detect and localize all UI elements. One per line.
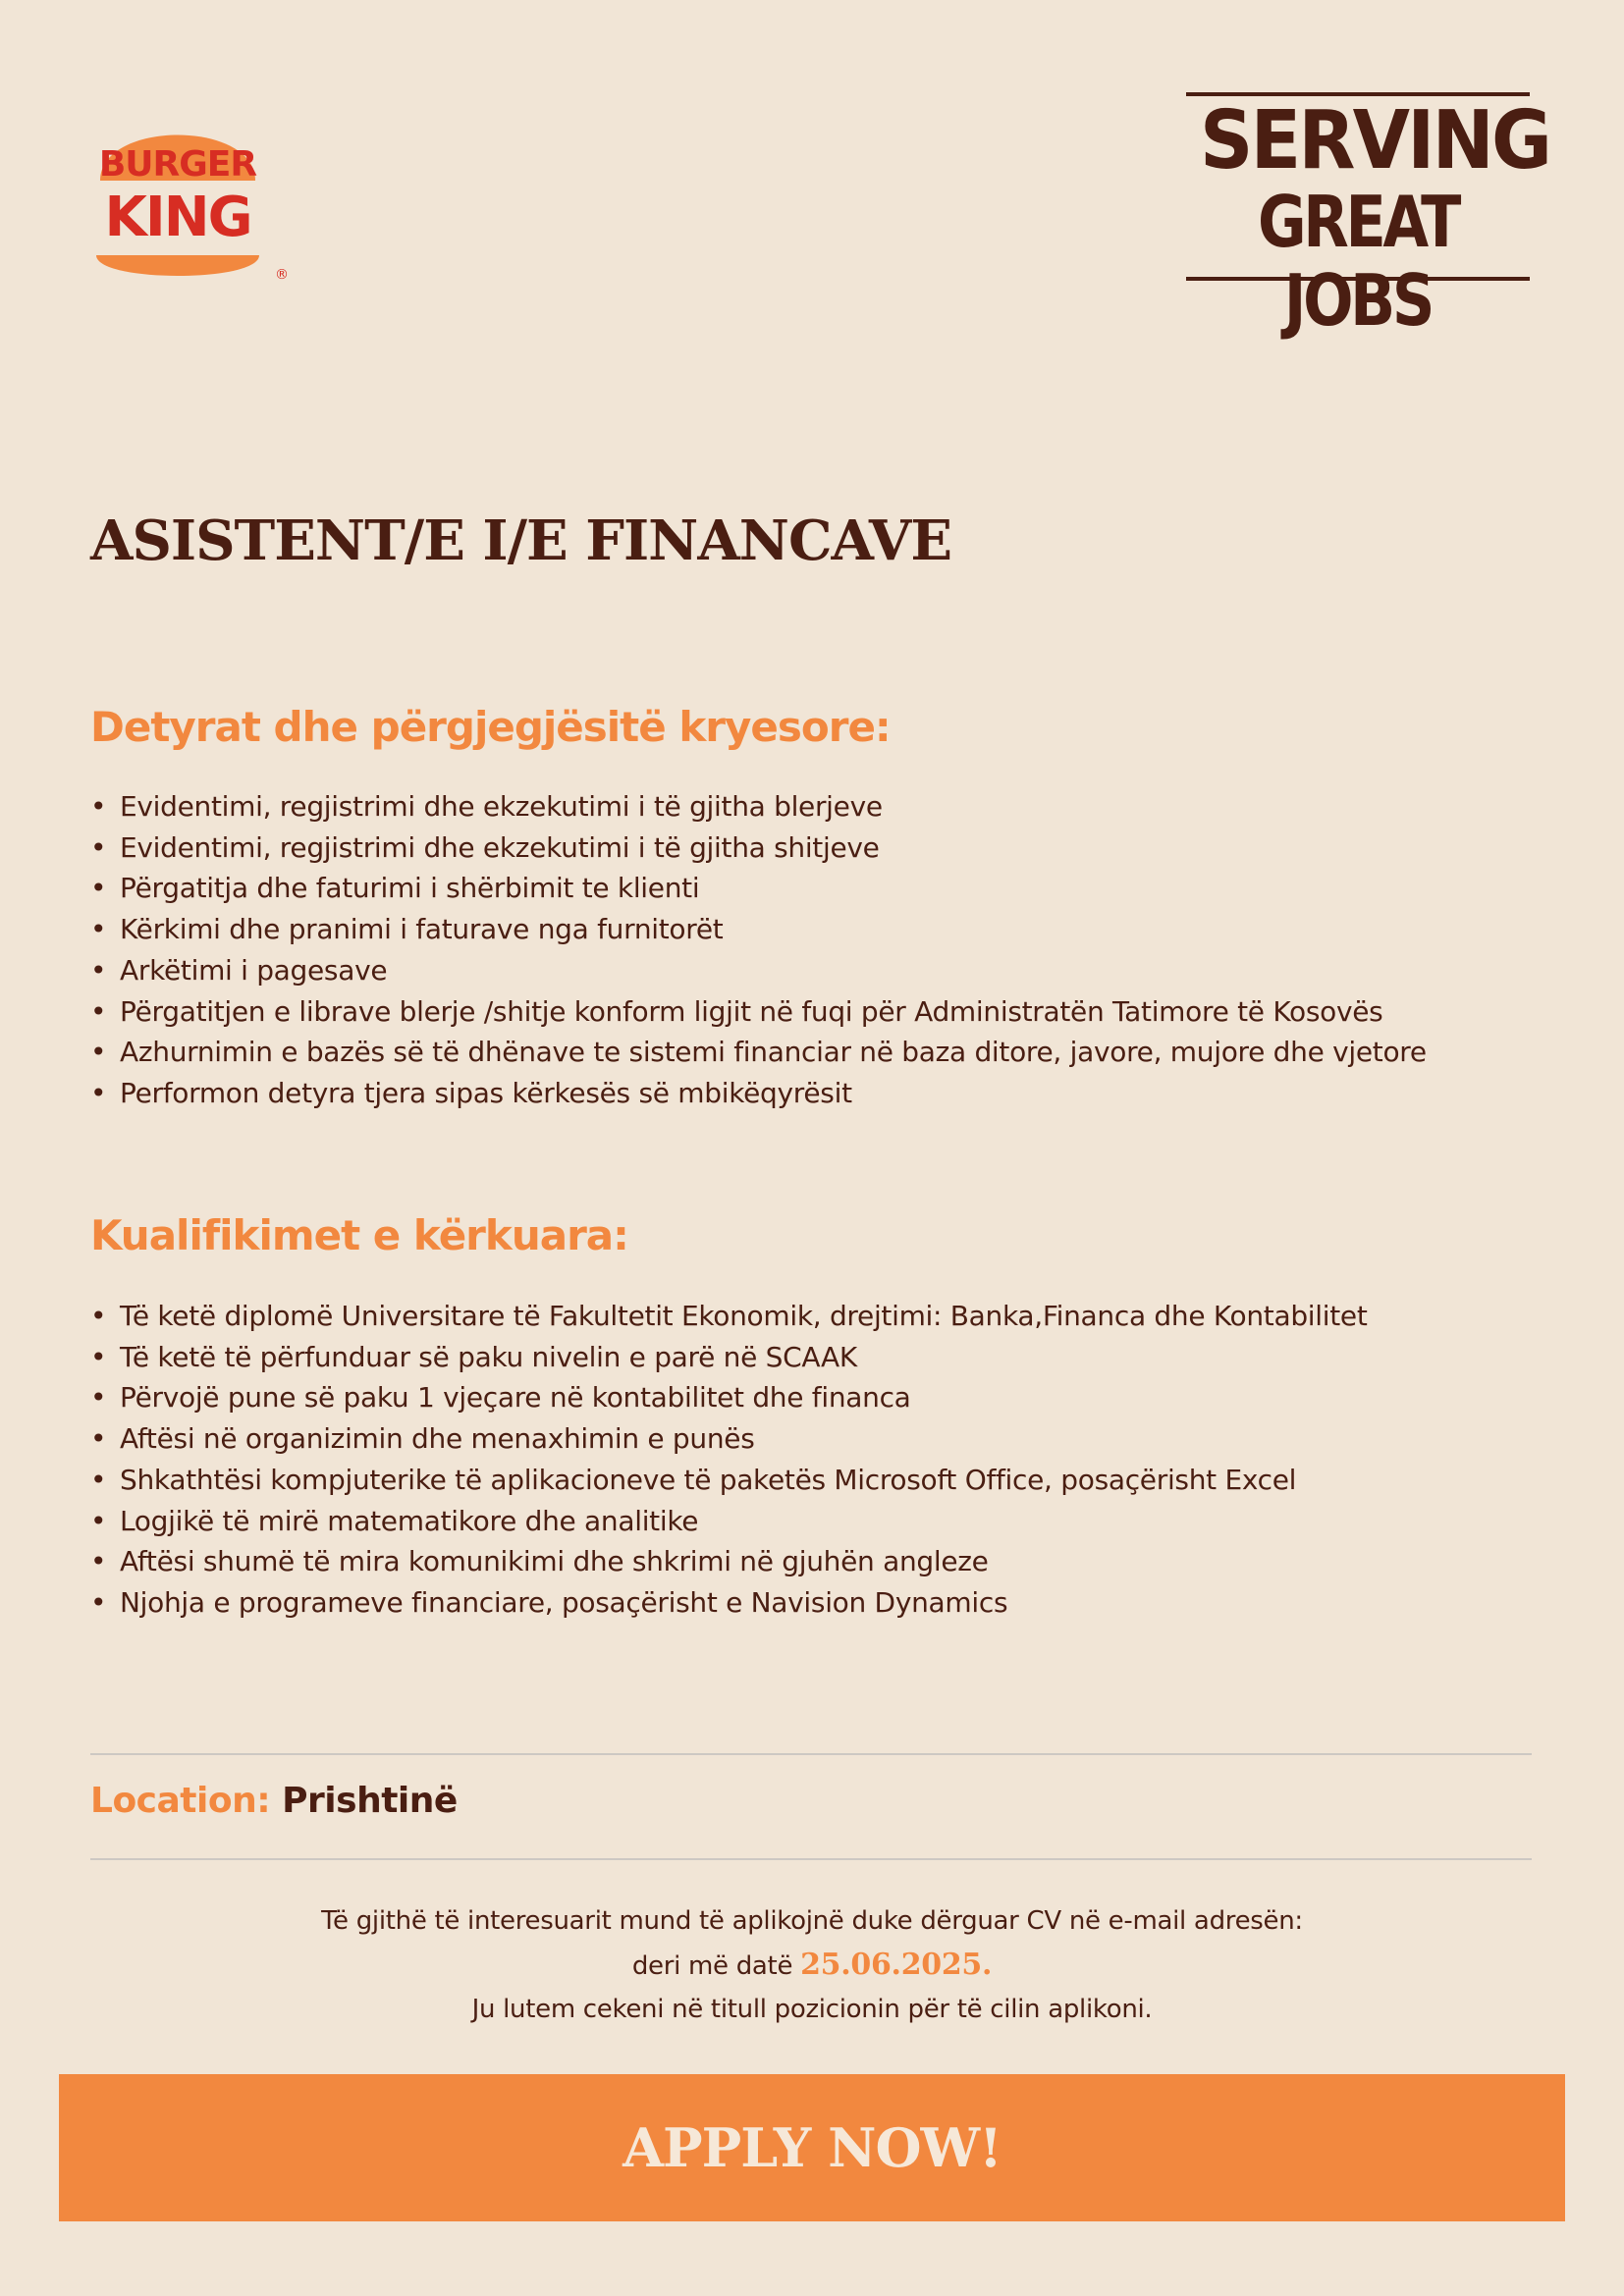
qualifications-list <box>90 1296 1368 1624</box>
deadline-date: 25.06.2025. <box>800 1948 993 1982</box>
duties-list <box>90 786 1427 1114</box>
location <box>90 1781 458 1821</box>
qualification-item: • Aftësi në organizimin dhe menaxhimin e punës <box>90 1418 1368 1460</box>
logo-word-king: KING <box>104 186 251 249</box>
qualification-item: • Logjikë të mirë matematikore dhe analitike <box>90 1501 1368 1542</box>
deadline-prefix: deri më datë <box>631 1951 793 1981</box>
qualification-item: • Njohja e programeve financiare, posaçërisht e Navision Dynamics <box>90 1582 1368 1624</box>
qualification-item: • Përvojë pune së paku 1 vjeçare në kontabilitet dhe financa <box>90 1377 1368 1418</box>
serving-great-jobs-slogan <box>1186 92 1550 342</box>
qualification-item: • Të ketë të përfunduar së paku nivelin e parë në SCAAK <box>90 1337 1368 1378</box>
slogan-line-1: SERVING <box>1200 94 1550 187</box>
apply-deadline-line <box>0 1948 1624 1982</box>
duty-item: • Përgatitja dhe faturimi i shërbimit te klienti <box>90 868 1427 909</box>
apply-now-button[interactable]: APPLY NOW! <box>59 2074 1565 2221</box>
apply-instructions-line-3: Ju lutem cekeni në titull pozicionin për të cilin aplikoni. <box>471 1995 1153 2024</box>
duty-item: • Evidentimi, regjistrimi dhe ekzekutimi i të gjitha shitjeve <box>90 828 1427 869</box>
duty-item: • Kërkimi dhe pranimi i faturave nga furnitorët <box>90 909 1427 950</box>
duties-heading: Detyrat dhe përgjegjësitë kryesore: <box>90 703 891 751</box>
qualification-item: • Shkathtësi kompjuterike të aplikacioneve të paketës Microsoft Office, posaçërisht Excel <box>90 1460 1368 1501</box>
burger-king-logo <box>90 90 289 283</box>
divider-top <box>90 1753 1532 1755</box>
slogan-line-2: GREAT JOBS <box>1257 181 1459 342</box>
duty-item: • Performon detyra tjera sipas kërkesës së mbikëqyrësit <box>90 1073 1427 1114</box>
duty-item: • Azhurnimin e bazës së të dhënave te sistemi financiar në baza ditore, javore, mujore dhe vjetore <box>90 1032 1427 1073</box>
duty-item: • Përgatitjen e librave blerje /shitje konform ligjit në fuqi për Administratën Tatimore të Kosovës <box>90 991 1427 1033</box>
logo-word-burger: BURGER <box>98 144 257 185</box>
qualification-item: • Të ketë diplomë Universitare të Fakultetit Ekonomik, drejtimi: Banka,Financa dhe Kontabilitet <box>90 1296 1368 1337</box>
qualification-item: • Aftësi shumë të mira komunikimi dhe shkrimi në gjuhën angleze <box>90 1541 1368 1582</box>
qualifications-heading: Kualifikimet e kërkuara: <box>90 1211 628 1259</box>
location-label: Location: <box>90 1781 271 1821</box>
location-value: Prishtinë <box>282 1781 458 1821</box>
svg-text:®: ® <box>275 267 289 283</box>
duty-item: • Arkëtimi i pagesave <box>90 950 1427 991</box>
apply-instructions-line-1: Të gjithë të interesuarit mund të aplikojnë duke dërguar CV në e-mail adresën: <box>321 1906 1303 1936</box>
divider-bottom <box>90 1858 1532 1860</box>
duty-item: • Evidentimi, regjistrimi dhe ekzekutimi i të gjitha blerjeve <box>90 786 1427 828</box>
job-title: ASISTENT/E I/E FINANCAVE <box>90 508 952 573</box>
